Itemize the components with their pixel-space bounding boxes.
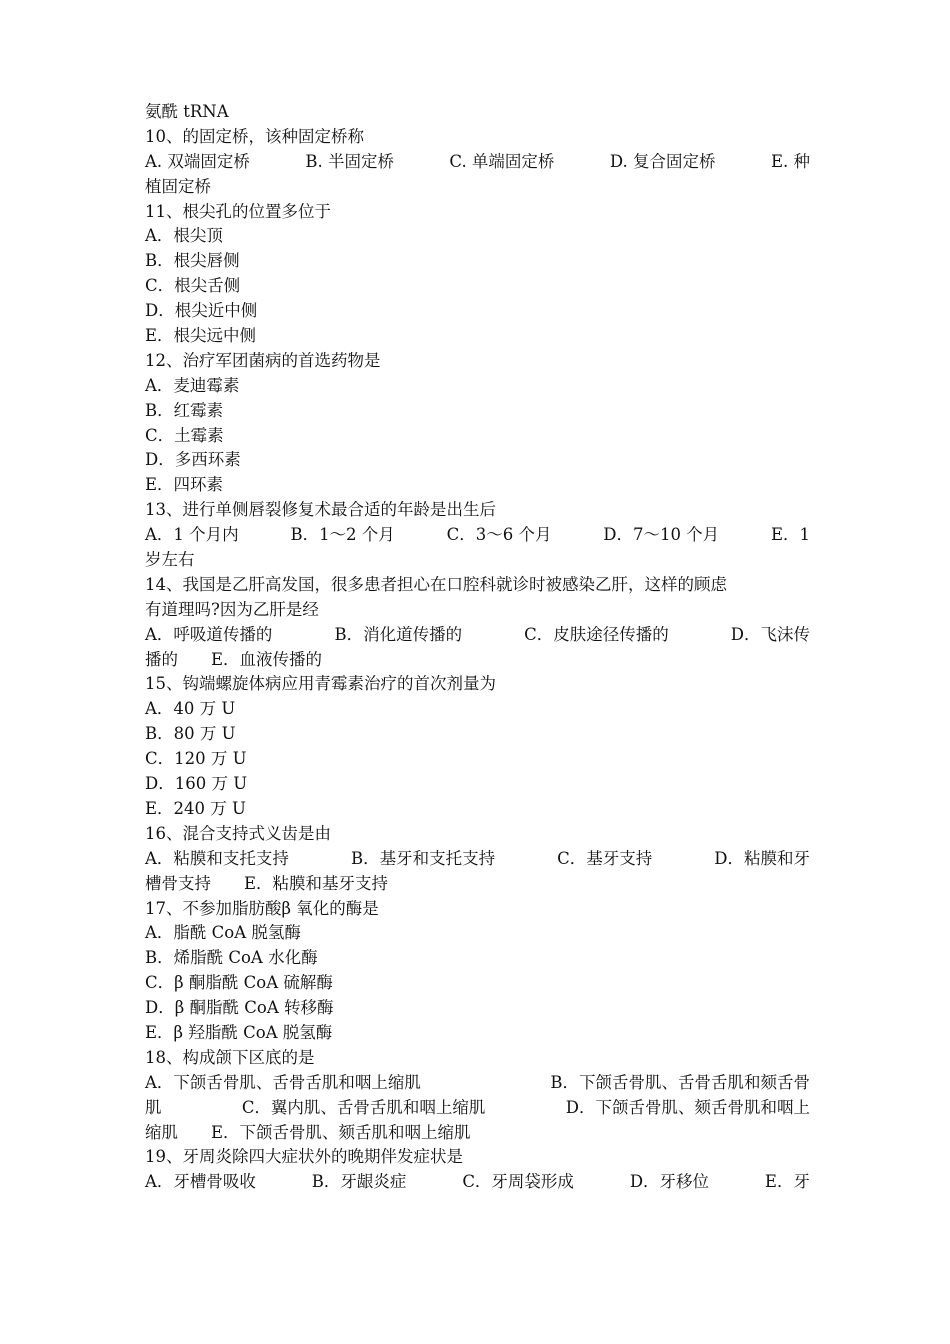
option-text: B．下颌舌骨肌、舌骨舌肌和颏舌骨: [550, 1072, 810, 1092]
text-line: C．土霉素: [145, 425, 224, 445]
text-line: C．β 酮脂酰 CoA 硫解酶: [145, 973, 333, 993]
option-text: E. 种: [770, 151, 810, 171]
option-text: B．基牙和支托支持: [350, 848, 496, 868]
text-line: 13、进行单侧唇裂修复术最合适的年龄是出生后: [145, 500, 496, 520]
text-line: A．根尖顶: [145, 226, 223, 246]
text-line: 18、构成颌下区底的是: [145, 1047, 315, 1067]
option-text: B．1～2 个月: [290, 525, 395, 545]
option-text: B．消化道传播的: [334, 624, 463, 644]
options-line: [145, 150, 810, 175]
option-text: D．粘膜和牙: [714, 848, 810, 868]
option-text: A．粘膜和支托支持: [145, 848, 289, 868]
option-text: D．牙移位: [629, 1172, 710, 1192]
option-text: A．牙槽骨吸收: [145, 1172, 256, 1192]
text-line: A．麦迪霉素: [145, 375, 240, 395]
option-text: E．牙: [764, 1172, 810, 1192]
text-line: 植固定桥: [145, 176, 211, 196]
document-page: [145, 100, 810, 1195]
option-text: B．牙龈炎症: [311, 1172, 407, 1192]
text-line: 15、钩端螺旋体病应用青霉素治疗的首次剂量为: [145, 674, 496, 694]
text-line: 槽骨支持 E．粘膜和基牙支持: [145, 873, 389, 893]
option-text: C．牙周袋形成: [462, 1172, 574, 1192]
text-line: 10、的固定桥，该种固定桥称: [145, 126, 364, 146]
text-line: C．根尖舌侧: [145, 276, 241, 296]
option-text: B. 半固定桥: [305, 151, 394, 171]
text-line: 19、牙周炎除四大症状外的晚期伴发症状是: [145, 1147, 463, 1167]
text-line: E．β 羟脂酰 CoA 脱氢酶: [145, 1022, 333, 1042]
text-line: 16、混合支持式义齿是由: [145, 823, 331, 843]
text-line: 缩肌 E．下颌舌骨肌、颏舌肌和咽上缩肌: [145, 1122, 471, 1142]
text-line: A．40 万 U: [145, 699, 236, 719]
text-line: 氨酰 tRNA: [145, 102, 229, 121]
option-text: D. 复合固定桥: [609, 151, 716, 171]
option-text: D．7～10 个月: [603, 525, 720, 545]
options-line: [145, 1096, 810, 1121]
option-text: C. 单端固定桥: [449, 151, 555, 171]
text-line: 岁左右: [145, 550, 195, 570]
option-text: C．翼内肌、舌骨舌肌和咽上缩肌: [241, 1097, 486, 1117]
option-text: D．飞沫传: [730, 624, 810, 644]
text-line: D．β 酮脂酰 CoA 转移酶: [145, 998, 334, 1018]
text-line: C．120 万 U: [145, 749, 247, 769]
option-text: 肌: [145, 1097, 162, 1117]
text-line: D．160 万 U: [145, 774, 248, 794]
text-line: B．红霉素: [145, 400, 224, 420]
text-line: 有道理吗?因为乙肝是经: [145, 599, 319, 619]
text-line: E．240 万 U: [145, 798, 246, 818]
option-text: E．1: [770, 525, 810, 545]
option-text: C．基牙支持: [557, 848, 653, 868]
text-line: D．多西环素: [145, 450, 241, 470]
options-line: [145, 847, 810, 872]
options-line: [145, 1071, 810, 1096]
text-line: B．烯脂酰 CoA 水化酶: [145, 948, 318, 968]
option-text: A．下颌舌骨肌、舌骨舌肌和咽上缩肌: [145, 1072, 421, 1092]
text-line: 14、我国是乙肝高发国，很多患者担心在口腔科就诊时被感染乙肝，这样的顾虑: [145, 574, 727, 594]
text-line: A．脂酰 CoA 脱氢酶: [145, 923, 301, 943]
option-text: A. 双端固定桥: [145, 151, 250, 171]
option-text: D．下颌舌骨肌、颏舌骨肌和咽上: [565, 1097, 810, 1117]
text-line: B．80 万 U: [145, 724, 236, 744]
options-line: [145, 623, 810, 648]
options-line: [145, 1170, 810, 1195]
option-text: C．皮肤途径传播的: [524, 624, 669, 644]
options-line: [145, 523, 810, 548]
option-text: A．1 个月内: [145, 525, 239, 545]
text-line: 11、根尖孔的位置多位于: [145, 201, 331, 221]
text-line: 17、不参加脂肪酸β 氧化的酶是: [145, 898, 379, 918]
option-text: A．呼吸道传播的: [145, 624, 273, 644]
text-line: B．根尖唇侧: [145, 251, 240, 271]
text-line: 12、治疗军团菌病的首选药物是: [145, 350, 381, 370]
text-line: 播的 E．血液传播的: [145, 649, 323, 669]
text-line: D．根尖近中侧: [145, 301, 258, 321]
text-line: E．根尖远中侧: [145, 326, 257, 346]
option-text: C．3～6 个月: [446, 525, 552, 545]
text-line: E．四环素: [145, 475, 224, 495]
